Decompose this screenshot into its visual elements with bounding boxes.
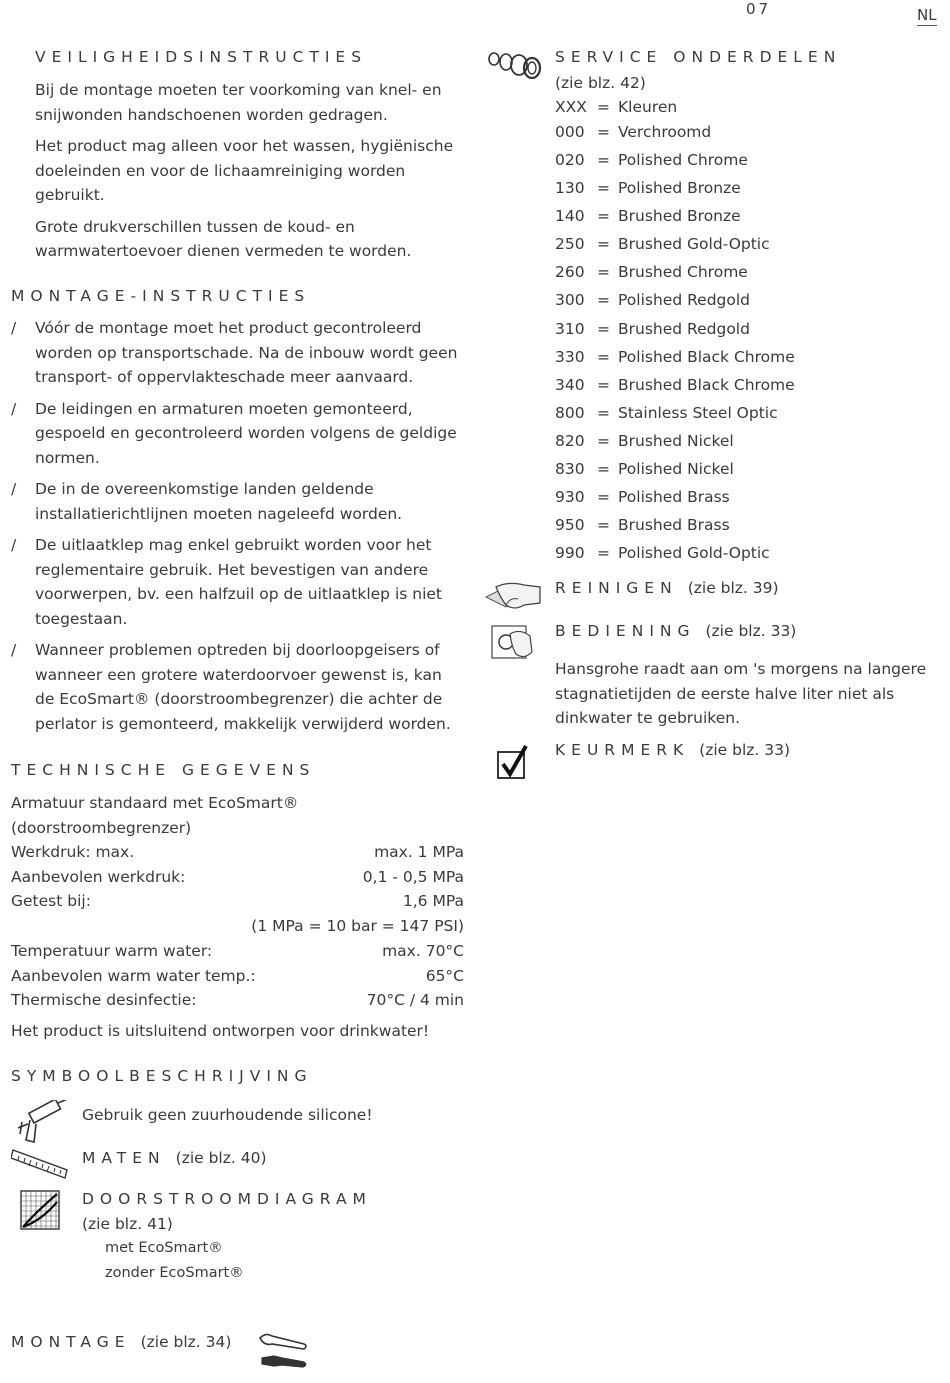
checkmark-icon bbox=[496, 744, 530, 780]
spec-value: (1 MPa = 10 bar = 147 PSI) bbox=[251, 917, 464, 936]
technical-intro: Armatuur standaard met EcoSmart® (doorstroombegrenzer) bbox=[11, 794, 299, 837]
list-item bbox=[11, 477, 466, 526]
color-code: 140 bbox=[555, 207, 585, 225]
safety-heading: VEILIGHEIDSINSTRUCTIES bbox=[35, 48, 368, 66]
silicone-warning: Gebruik geen zuurhoudende silicone! bbox=[82, 1106, 373, 1124]
spec-value: max. 70°C bbox=[382, 941, 464, 960]
list-item bbox=[555, 401, 778, 429]
list-item bbox=[555, 260, 748, 288]
color-code: 830 bbox=[555, 460, 585, 478]
mounting-heading: MONTAGE-INSTRUCTIES bbox=[11, 287, 311, 305]
list-item bbox=[555, 457, 734, 485]
mounting-item-text: De leidingen en armaturen moeten gemonteerd, gespoeld en gecontroleerd worden volgens de geldige normen. bbox=[35, 399, 457, 467]
color-name: Polished Bronze bbox=[618, 179, 741, 197]
safety-paragraph: Bij de montage moeten ter voorkoming van knel- en snijwonden handschoenen worden gedragen. bbox=[35, 81, 442, 124]
service-parts-icon bbox=[486, 48, 544, 82]
spec-value: 0,1 - 0,5 MPa bbox=[362, 867, 464, 886]
spec-label: Getest bij: bbox=[11, 892, 91, 911]
mounting-item-text: Vóór de montage moet het product gecontroleerd worden op transportschade. Na de inbouw wordt geen transport- of oppervlakteschade meer aanvaard. bbox=[35, 319, 458, 386]
equals-sign: = bbox=[597, 123, 610, 141]
list-item bbox=[11, 316, 466, 390]
color-code: 950 bbox=[555, 516, 585, 534]
list-item bbox=[11, 533, 466, 631]
bullet-slash: / bbox=[11, 641, 17, 659]
cleaning-title: REINIGEN bbox=[555, 579, 678, 597]
color-name: Polished Black Chrome bbox=[618, 348, 795, 366]
spec-row bbox=[11, 840, 464, 865]
list-item bbox=[555, 373, 795, 401]
color-code: 250 bbox=[555, 235, 585, 253]
spec-label: Werkdruk: max. bbox=[11, 843, 135, 861]
color-code: 800 bbox=[555, 404, 585, 422]
mounting-item-text: De in de overeenkomstige landen geldende installatierichtlijnen moeten nageleefd worden. bbox=[35, 480, 403, 523]
color-name: Brushed Redgold bbox=[618, 320, 750, 338]
color-code: 300 bbox=[555, 291, 585, 309]
equals-sign: = bbox=[597, 376, 610, 394]
flow-title: DOORSTROOMDIAGRAM bbox=[82, 1190, 372, 1208]
color-name: Brushed Black Chrome bbox=[618, 376, 795, 394]
list-item bbox=[555, 429, 734, 457]
spec-label: Thermische desinfectie: bbox=[11, 991, 197, 1010]
service-ref: (zie blz. 42) bbox=[555, 74, 646, 92]
equals-sign: = bbox=[597, 404, 610, 422]
bullet-slash: / bbox=[11, 536, 17, 554]
silicone-gun-icon bbox=[14, 1100, 72, 1146]
list-item bbox=[11, 397, 466, 471]
equals-sign: = bbox=[597, 291, 610, 309]
spec-row bbox=[11, 889, 464, 914]
spec-value: 1,6 MPa bbox=[402, 892, 464, 911]
list-item bbox=[555, 288, 750, 316]
dimensions-ref: (zie blz. 40) bbox=[175, 1149, 267, 1167]
language-tag: NL bbox=[917, 6, 937, 24]
color-code: 000 bbox=[555, 123, 585, 141]
equals-sign: = bbox=[597, 207, 610, 225]
spec-value: 70°C / 4 min bbox=[366, 991, 464, 1010]
symbols-heading: SYMBOOLBESCHRIJVING bbox=[11, 1067, 313, 1085]
list-item bbox=[555, 317, 750, 345]
equals-sign: = bbox=[597, 432, 610, 450]
certification-title: KEURMERK bbox=[555, 741, 690, 759]
color-code: 020 bbox=[555, 151, 585, 169]
dimensions-label bbox=[82, 1147, 267, 1169]
list-item bbox=[555, 204, 741, 232]
flow-ref: (zie blz. 41) bbox=[82, 1214, 173, 1233]
tools-icon bbox=[256, 1330, 310, 1372]
list-item bbox=[555, 176, 741, 204]
spec-value: 65°C bbox=[425, 966, 464, 985]
equals-sign: = bbox=[597, 320, 610, 338]
bullet-slash: / bbox=[11, 399, 17, 418]
cleaning-hand-icon bbox=[484, 579, 544, 619]
flow-diagram-icon bbox=[20, 1190, 60, 1230]
color-name: Brushed Bronze bbox=[618, 207, 741, 225]
color-name: Polished Redgold bbox=[618, 291, 751, 309]
assembly-ref: (zie blz. 34) bbox=[140, 1333, 232, 1351]
list-item bbox=[555, 95, 677, 123]
flow-without-ecosmart: zonder EcoSmart® bbox=[105, 1264, 244, 1281]
flow-with-ecosmart: met EcoSmart® bbox=[105, 1240, 223, 1256]
assembly-label bbox=[11, 1331, 231, 1353]
operation-ref: (zie blz. 33) bbox=[705, 622, 797, 640]
color-code: 990 bbox=[555, 544, 585, 562]
certification-ref: (zie blz. 33) bbox=[699, 741, 791, 759]
color-name: Polished Brass bbox=[618, 488, 730, 506]
operation-note: Hansgrohe raadt aan om 's morgens na langere stagnatietijden de eerste halve liter niet als dinkwater te gebruiken. bbox=[555, 660, 927, 727]
color-name: Brushed Gold-Optic bbox=[618, 235, 770, 253]
list-item bbox=[11, 638, 466, 736]
color-name: Polished Chrome bbox=[618, 151, 748, 169]
bullet-slash: / bbox=[11, 480, 17, 498]
color-code: 340 bbox=[555, 376, 585, 394]
list-item bbox=[555, 541, 770, 569]
mounting-item-text: Wanneer problemen optreden bij doorloopgeisers of wanneer een grotere waterdoorvoer gewenst is, kan de EcoSmart® (doorstroombegrenzer) die achter de perlator is gemonteerd, makkelijk verwijderd worden. bbox=[35, 641, 451, 733]
list-item bbox=[555, 120, 711, 148]
spec-row bbox=[11, 964, 464, 989]
flow-section bbox=[82, 1187, 382, 1285]
color-code: 930 bbox=[555, 488, 585, 506]
spec-row bbox=[11, 865, 464, 890]
equals-sign: = bbox=[597, 544, 610, 562]
operation-label bbox=[555, 620, 796, 642]
mounting-list bbox=[0, 316, 466, 736]
spec-row bbox=[11, 939, 464, 964]
spec-row bbox=[11, 914, 464, 939]
technical-heading: TECHNISCHE GEGEVENS bbox=[11, 761, 316, 779]
equals-sign: = bbox=[597, 98, 610, 116]
color-code: 310 bbox=[555, 320, 585, 338]
service-heading: SERVICE ONDERDELEN bbox=[555, 48, 842, 66]
bullet-slash: / bbox=[11, 319, 17, 337]
equals-sign: = bbox=[597, 460, 610, 478]
spec-value: max. 1 MPa bbox=[374, 843, 464, 861]
dimensions-title: MATEN bbox=[82, 1149, 166, 1167]
mounting-item-text: De uitlaatklep mag enkel gebruikt worden voor het reglementaire gebruik. Het bevestigen van andere voorwerpen, bv. een halfzuil op de uitlaatklep is niet toegestaan. bbox=[35, 536, 442, 628]
equals-sign: = bbox=[597, 235, 610, 253]
flow-title-line bbox=[82, 1187, 382, 1212]
safety-section bbox=[35, 78, 460, 264]
drinking-water-note: Het product is uitsluitend ontworpen voor drinkwater! bbox=[11, 1022, 430, 1040]
equals-sign: = bbox=[597, 516, 610, 534]
list-item bbox=[555, 485, 730, 513]
spec-row bbox=[11, 988, 464, 1013]
cleaning-ref: (zie blz. 39) bbox=[687, 579, 779, 597]
color-code: 330 bbox=[555, 348, 585, 366]
color-name: Polished Nickel bbox=[618, 460, 734, 478]
color-name: Brushed Nickel bbox=[618, 432, 734, 450]
spec-label: Aanbevolen werkdruk: bbox=[11, 867, 186, 886]
equals-sign: = bbox=[597, 151, 610, 169]
cleaning-label bbox=[555, 577, 779, 599]
equals-sign: = bbox=[597, 348, 610, 366]
color-name: Polished Gold-Optic bbox=[618, 544, 770, 562]
page-number: 07 bbox=[746, 0, 772, 18]
operation-title: BEDIENING bbox=[555, 622, 696, 640]
ruler-icon bbox=[11, 1146, 69, 1182]
spec-label: Temperatuur warm water: bbox=[11, 941, 213, 960]
color-code: 260 bbox=[555, 263, 585, 281]
color-name: Stainless Steel Optic bbox=[618, 404, 778, 422]
list-item bbox=[555, 345, 795, 373]
assembly-title: MONTAGE bbox=[11, 1333, 131, 1351]
color-name: Brushed Brass bbox=[618, 516, 730, 534]
color-name: Verchroomd bbox=[618, 123, 712, 141]
color-code: 820 bbox=[555, 432, 585, 450]
hand-faucet-icon bbox=[490, 622, 536, 662]
color-name: Kleuren bbox=[618, 98, 678, 116]
equals-sign: = bbox=[597, 179, 610, 197]
equals-sign: = bbox=[597, 488, 610, 506]
list-item bbox=[555, 148, 748, 176]
color-name: Brushed Chrome bbox=[618, 263, 748, 281]
color-code: XXX bbox=[555, 98, 587, 116]
certification-label bbox=[555, 739, 790, 761]
equals-sign: = bbox=[597, 263, 610, 281]
safety-paragraph: Het product mag alleen voor het wassen, hygiënische doeleinden en voor de lichaamreiniging worden gebruikt. bbox=[35, 137, 454, 204]
safety-paragraph: Grote drukverschillen tussen de koud- en warmwatertoevoer dienen vermeden te worden. bbox=[35, 217, 412, 260]
color-code: 130 bbox=[555, 179, 585, 197]
spec-label: Aanbevolen warm water temp.: bbox=[11, 966, 256, 985]
list-item bbox=[555, 513, 730, 541]
list-item bbox=[555, 232, 770, 260]
